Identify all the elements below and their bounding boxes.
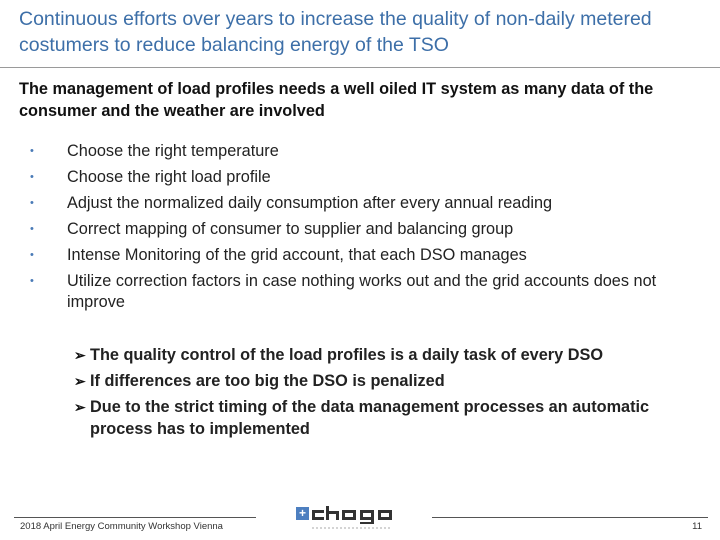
footer-divider-right <box>432 517 708 518</box>
arrow-list <box>75 344 695 444</box>
bullet-icon: • <box>30 145 34 157</box>
bullet-item: • Choose the right temperature <box>30 142 279 160</box>
bullet-item: • Adjust the normalized daily consumption after every annual reading <box>30 194 553 212</box>
footer-divider-left <box>14 517 256 518</box>
title-divider <box>0 67 720 68</box>
bullet-item: • Intense Monitoring of the grid account, that each DSO manages <box>30 246 527 264</box>
arrow-item: ➢ The quality control of the load profiles is a daily task of every DSO <box>74 346 603 364</box>
bullet-icon: • <box>30 171 34 183</box>
intro-text: The management of load profiles needs a well oiled IT system as many data of the consumer and the weather are involved <box>19 80 654 120</box>
bullet-item: • Correct mapping of consumer to supplier and balancing group <box>30 220 514 238</box>
bullet-item: • Choose the right load profile <box>30 168 271 186</box>
logo-wordmark <box>312 504 432 530</box>
slide-title: Continuous efforts over years to increase the quality of non-daily metered costumers to reduce balancing energy of the TSO <box>19 8 652 56</box>
footer-event: 2018 April Energy Community Workshop Vienna <box>20 521 223 532</box>
arrow-icon: ➢ <box>74 399 86 415</box>
bullet-icon: • <box>30 223 34 235</box>
bullet-icon: • <box>30 197 34 209</box>
arrow-icon: ➢ <box>74 373 86 389</box>
bullet-item: • Utilize correction factors in case nothing works out and the grid accounts does not improve <box>30 272 657 311</box>
arrow-item: ➢ If differences are too big the DSO is penalized <box>74 372 445 390</box>
bullet-icon: • <box>30 249 34 261</box>
arrow-item: ➢ Due to the strict timing of the data management processes an automatic process has to implemented <box>74 398 650 438</box>
ahoga-logo-icon <box>294 504 426 530</box>
bullet-icon: • <box>30 275 34 287</box>
arrow-icon: ➢ <box>74 347 86 363</box>
logo-plus-icon: + <box>296 507 309 520</box>
page-number: 11 <box>692 521 702 532</box>
bullet-list <box>30 141 680 318</box>
